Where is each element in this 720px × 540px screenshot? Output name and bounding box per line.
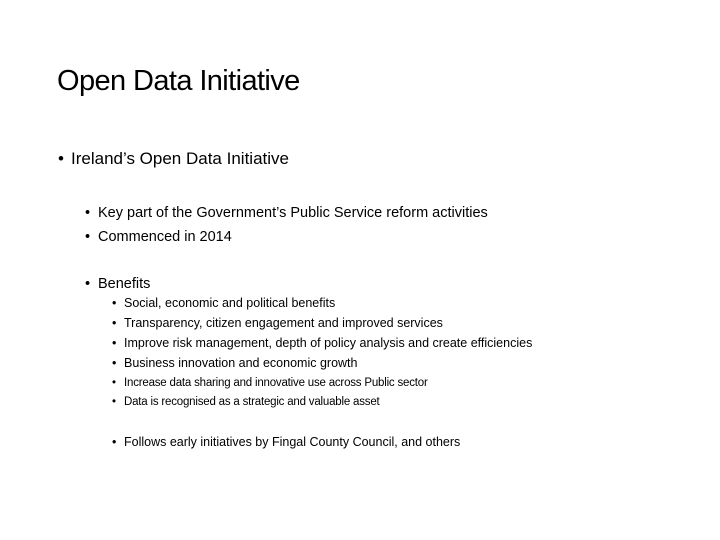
benefit-item-text: Increase data sharing and innovative use across Public sector: [124, 377, 428, 389]
bullet-dot: •: [58, 149, 64, 168]
bullet-dot: •: [112, 435, 117, 449]
benefit-item-text: Business innovation and economic growth: [124, 356, 358, 370]
sub-bullet-text: Key part of the Government’s Public Service reform activities: [98, 205, 488, 221]
bullet-dot: •: [112, 316, 117, 330]
sub-bullet-text: Commenced in 2014: [98, 229, 232, 245]
benefit-item-text: Transparency, citizen engagement and improved services: [124, 316, 443, 330]
bullet-dot: •: [112, 377, 116, 389]
bullet-dot: •: [112, 396, 116, 408]
main-bullet-text: Ireland’s Open Data Initiative: [71, 149, 289, 168]
bullet-dot: •: [85, 229, 91, 245]
bullet-dot: •: [112, 356, 117, 370]
benefit-item-text: Improve risk management, depth of policy analysis and create efficiencies: [124, 336, 533, 350]
benefit-item-text: Data is recognised as a strategic and valuable asset: [124, 396, 380, 408]
bullet-dot: •: [112, 296, 117, 310]
bullet-dot: •: [112, 336, 117, 350]
benefit-item-text: Social, economic and political benefits: [124, 296, 336, 310]
bullet-dot: •: [85, 276, 91, 292]
bullet-dot: •: [85, 205, 91, 221]
slide-title: Open Data Initiative: [57, 65, 300, 97]
closing-bullet-text: Follows early initiatives by Fingal County Council, and others: [124, 435, 461, 449]
sub-bullet-text: Benefits: [98, 276, 151, 292]
